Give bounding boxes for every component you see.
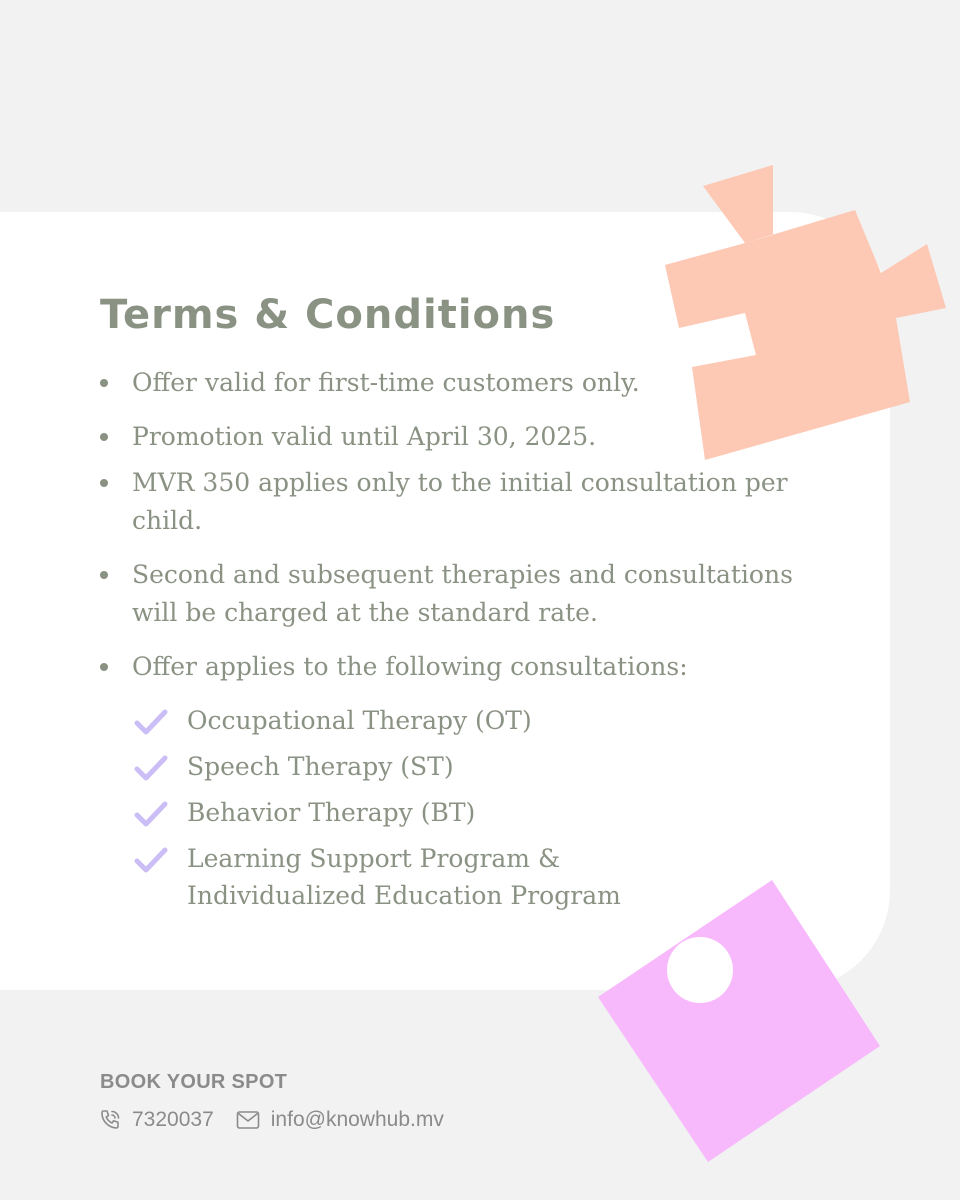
bullet-icon [100, 433, 108, 441]
therapy-item [134, 840, 694, 914]
book-your-spot-heading: BOOK YOUR SPOT [100, 1071, 288, 1093]
therapy-label: Occupational Therapy (OT) [187, 706, 532, 735]
phone-number[interactable]: 7320037 [132, 1108, 214, 1131]
term-item [100, 648, 840, 686]
therapy-item [134, 702, 694, 739]
check-icon [134, 754, 168, 782]
puzzle-piece-pink-icon [590, 875, 890, 1175]
term-item [100, 556, 840, 632]
therapy-list [134, 702, 694, 914]
therapy-label: Learning Support Program & Individualized Education Program [187, 844, 621, 910]
check-icon [134, 800, 168, 828]
term-text: Promotion valid until April 30, 2025. [132, 422, 597, 451]
therapy-label: Behavior Therapy (BT) [187, 798, 476, 827]
bullet-icon [100, 479, 108, 487]
term-item [100, 364, 840, 402]
term-text: Offer applies to the following consultations: [132, 652, 688, 681]
therapy-item [134, 794, 694, 831]
bullet-icon [100, 379, 108, 387]
phone-icon [98, 1108, 122, 1132]
bullet-icon [100, 571, 108, 579]
therapy-label: Speech Therapy (ST) [187, 752, 454, 781]
term-text: Second and subsequent therapies and consultations will be charged at the standard rate. [132, 560, 793, 627]
mail-icon [236, 1110, 260, 1130]
therapy-item [134, 748, 694, 785]
check-icon [134, 846, 168, 874]
page-title: Terms & Conditions [100, 292, 556, 338]
bullet-icon [100, 663, 108, 671]
contact-row [98, 1106, 444, 1134]
email-link[interactable]: info@knowhub.mv [270, 1108, 444, 1131]
term-item [100, 464, 840, 540]
check-icon [134, 708, 168, 736]
terms-list [100, 364, 840, 686]
term-text: Offer valid for first-time customers only. [132, 368, 640, 397]
term-item [100, 418, 840, 456]
term-text: MVR 350 applies only to the initial consultation per child. [132, 468, 788, 535]
